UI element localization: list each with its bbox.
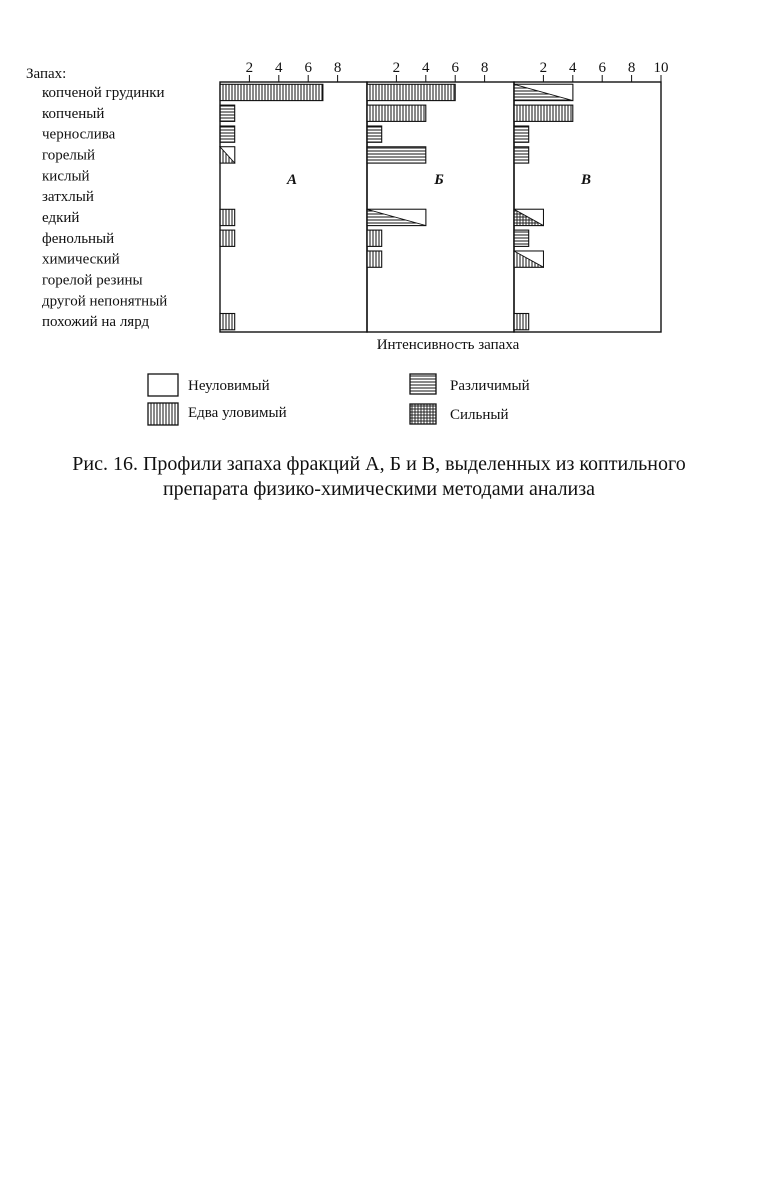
category-label: затхлый [42, 189, 94, 206]
category-label: горелой резины [42, 272, 143, 289]
bar [220, 105, 235, 121]
category-label: чернослива [42, 126, 116, 143]
tick-label: 4 [275, 60, 283, 76]
legend-swatch-strong [410, 404, 436, 424]
bar [220, 209, 235, 225]
tick-label: 8 [333, 60, 342, 76]
bar [514, 147, 529, 163]
category-label: копченый [42, 105, 105, 122]
bar [367, 84, 455, 100]
figure-caption-line-2: препарата физико-химическими методами анализа [162, 478, 596, 500]
panel-label: А [286, 172, 298, 189]
bar [514, 314, 529, 330]
panel-2 [367, 60, 514, 332]
panel-3 [514, 60, 669, 332]
tick-label: 8 [627, 60, 636, 76]
tick-label: 6 [304, 60, 312, 76]
x-axis-title: Интенсивность запаха [376, 337, 520, 353]
bar [514, 230, 529, 246]
panel-frame [220, 82, 367, 332]
tick-label: 8 [480, 60, 489, 76]
category-label: другой непонятный [42, 293, 168, 310]
tick-label: 2 [392, 60, 401, 76]
bar [220, 230, 235, 246]
category-labels [42, 85, 167, 330]
category-label: кислый [42, 168, 90, 185]
legend-swatch-none [148, 374, 178, 396]
tick-label: 2 [539, 60, 548, 76]
bar [220, 314, 235, 330]
tick-label: 10 [653, 60, 669, 76]
legend-label-strong: Сильный [450, 407, 509, 423]
category-label: химический [42, 251, 120, 268]
legend-label-barely: Едва уловимый [188, 405, 287, 421]
tick-label: 4 [569, 60, 577, 76]
legend-label-none: Неуловимый [188, 378, 270, 394]
category-label: едкий [42, 210, 80, 226]
bar [514, 126, 529, 142]
legend-swatch-barely [148, 403, 178, 425]
panel-1 [220, 60, 367, 332]
legend-swatch-distinct [410, 374, 436, 394]
panel-label: В [580, 172, 592, 189]
bar [220, 126, 235, 142]
legend-label-distinct: Различимый [450, 378, 530, 394]
category-label: фенольный [42, 230, 115, 247]
chart-panels [220, 60, 669, 332]
odor-profile-figure [0, 0, 758, 450]
figure-caption-line-1: Рис. 16. Профили запаха фракций А, Б и В, выделенных из коптильного [72, 453, 686, 475]
tick-label: 2 [245, 60, 254, 76]
legend [148, 374, 530, 425]
bar [220, 84, 323, 100]
bar [514, 105, 573, 121]
tick-label: 6 [451, 60, 459, 76]
panel-label: Б [434, 172, 444, 189]
bar [367, 251, 382, 267]
tick-label: 4 [422, 60, 430, 76]
category-label: копченой грудинки [42, 85, 165, 101]
bar [367, 126, 382, 142]
category-label: горелый [42, 147, 96, 164]
category-header: Запах: [26, 66, 67, 82]
bar [367, 230, 382, 246]
tick-label: 6 [598, 60, 606, 76]
category-label: похожий на лярд [42, 314, 150, 331]
bar [367, 147, 426, 163]
bar [367, 105, 426, 121]
